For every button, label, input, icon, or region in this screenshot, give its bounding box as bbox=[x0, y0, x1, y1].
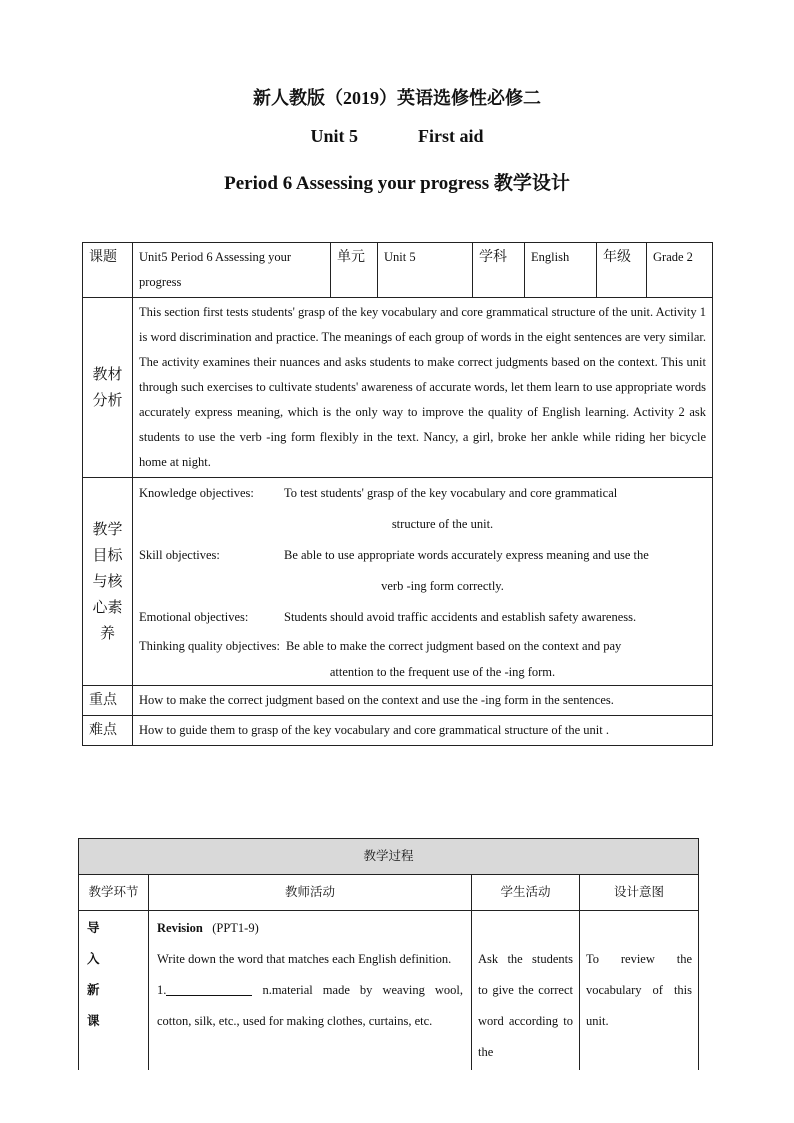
stage-char: 导 bbox=[87, 921, 100, 935]
objective-skill-text: Be able to use appropriate words accurately express meaning and use the bbox=[284, 548, 649, 562]
objective-emotional-head: Emotional objectives: bbox=[139, 610, 249, 624]
subject-value: English bbox=[525, 243, 597, 298]
difficult-text: How to guide them to grasp of the key vocabulary and core grammatical structure of the unit . bbox=[133, 716, 713, 746]
objective-knowledge bbox=[139, 478, 706, 509]
objective-emotional-text: Students should avoid traffic accidents and establish safety awareness. bbox=[284, 610, 637, 624]
header-teacher: 教师活动 bbox=[149, 875, 472, 911]
grade-label: 年级 bbox=[597, 243, 647, 298]
revision-label: Revision bbox=[157, 921, 203, 935]
info-row-objectives bbox=[83, 478, 713, 686]
key-text: How to make the correct judgment based on the context and use the -ing form in the sentences. bbox=[133, 686, 713, 716]
process-table bbox=[78, 838, 699, 1070]
header-student: 学生活动 bbox=[472, 875, 580, 911]
teacher-instruction: Write down the word that matches each English definition. bbox=[157, 952, 452, 966]
objectives-cell bbox=[133, 478, 713, 686]
answer-blank[interactable] bbox=[166, 981, 252, 996]
student-activity-cell: Ask the students to give the correct word according to the bbox=[472, 911, 580, 1071]
objective-emotional bbox=[139, 602, 706, 633]
unit-label: 单元 bbox=[331, 243, 378, 298]
objective-thinking bbox=[139, 633, 706, 659]
objective-knowledge-head: Knowledge objectives: bbox=[139, 486, 254, 500]
unit-title: First aid bbox=[418, 126, 484, 146]
stage-char: 入 bbox=[87, 952, 100, 966]
info-table bbox=[82, 242, 713, 746]
analysis-text: This section first tests students' grasp of the key vocabulary and core grammatical structure of the unit. Activity 1 is word discrimination and practice. The meanings of each group of words in the eight sentences are very similar. The activity examines their nuances and asks students to make correct judgments based on the context. This unit through such exercises to cultivate students' awareness of accurate words, let them learn to use appropriate words accurately express meaning, which is the only way to improve the quality of English learning. Activity 2 ask students to use the verb -ing form flexibly in the text. Nancy, a girl, broke her ankle while riding her bicycle home at night. bbox=[133, 298, 713, 478]
teacher-activity-cell bbox=[149, 911, 472, 1071]
stage-char: 新 bbox=[87, 983, 100, 997]
header-stage: 教学环节 bbox=[79, 875, 149, 911]
objective-thinking-cont: attention to the frequent use of the -ing form. bbox=[329, 665, 556, 679]
document-title-period: Period 6 Assessing your progress 教学设计 bbox=[224, 173, 570, 194]
design-intent-cell: To review the vocabulary of this unit. bbox=[580, 911, 699, 1071]
info-row-topic bbox=[83, 243, 713, 298]
objective-skill-head: Skill objectives: bbox=[139, 548, 220, 562]
revision-heading bbox=[157, 913, 463, 944]
document-title-line1: 新人教版（2019）英语选修性必修二 bbox=[253, 88, 541, 108]
topic-label: 课题 bbox=[83, 243, 133, 298]
header-intent: 设计意图 bbox=[580, 875, 699, 911]
process-title-row bbox=[79, 839, 699, 875]
grade-value: Grade 2 bbox=[647, 243, 713, 298]
revision-ppt: (PPT1-9) bbox=[212, 921, 259, 935]
process-title: 教学过程 bbox=[79, 839, 699, 875]
unit-value: Unit 5 bbox=[378, 243, 473, 298]
vocab-item-number: 1. bbox=[157, 983, 167, 997]
objective-skill bbox=[139, 540, 706, 571]
stage-char: 课 bbox=[87, 1014, 100, 1028]
info-row-analysis bbox=[83, 298, 713, 478]
objectives-label: 教学目标与核心素养 bbox=[83, 478, 133, 686]
key-label: 重点 bbox=[83, 686, 133, 716]
info-row-key bbox=[83, 686, 713, 716]
objective-thinking-head: Thinking quality objectives: bbox=[139, 639, 280, 653]
analysis-label: 教材分析 bbox=[83, 298, 133, 478]
topic-value: Unit5 Period 6 Assessing your progress bbox=[133, 243, 331, 298]
objective-knowledge-text: To test students' grasp of the key vocabulary and core grammatical bbox=[284, 486, 618, 500]
objective-knowledge-cont: structure of the unit. bbox=[391, 517, 494, 531]
info-row-difficult bbox=[83, 716, 713, 746]
difficult-label: 难点 bbox=[83, 716, 133, 746]
process-header-row bbox=[79, 875, 699, 911]
vocab-item-definition: n.material made by weaving wool, cotton, silk, etc., used for making clothes, curtains, etc. bbox=[157, 983, 464, 1028]
subject-label: 学科 bbox=[473, 243, 525, 298]
stage-cell bbox=[79, 911, 149, 1071]
vocab-item-1 bbox=[157, 975, 463, 1037]
objective-thinking-text: Be able to make the correct judgment based on the context and pay bbox=[285, 639, 622, 653]
unit-number: Unit 5 bbox=[310, 126, 358, 146]
process-row-intro bbox=[79, 911, 699, 1071]
document-title-unit bbox=[0, 126, 794, 147]
objective-skill-cont: verb -ing form correctly. bbox=[381, 579, 504, 593]
